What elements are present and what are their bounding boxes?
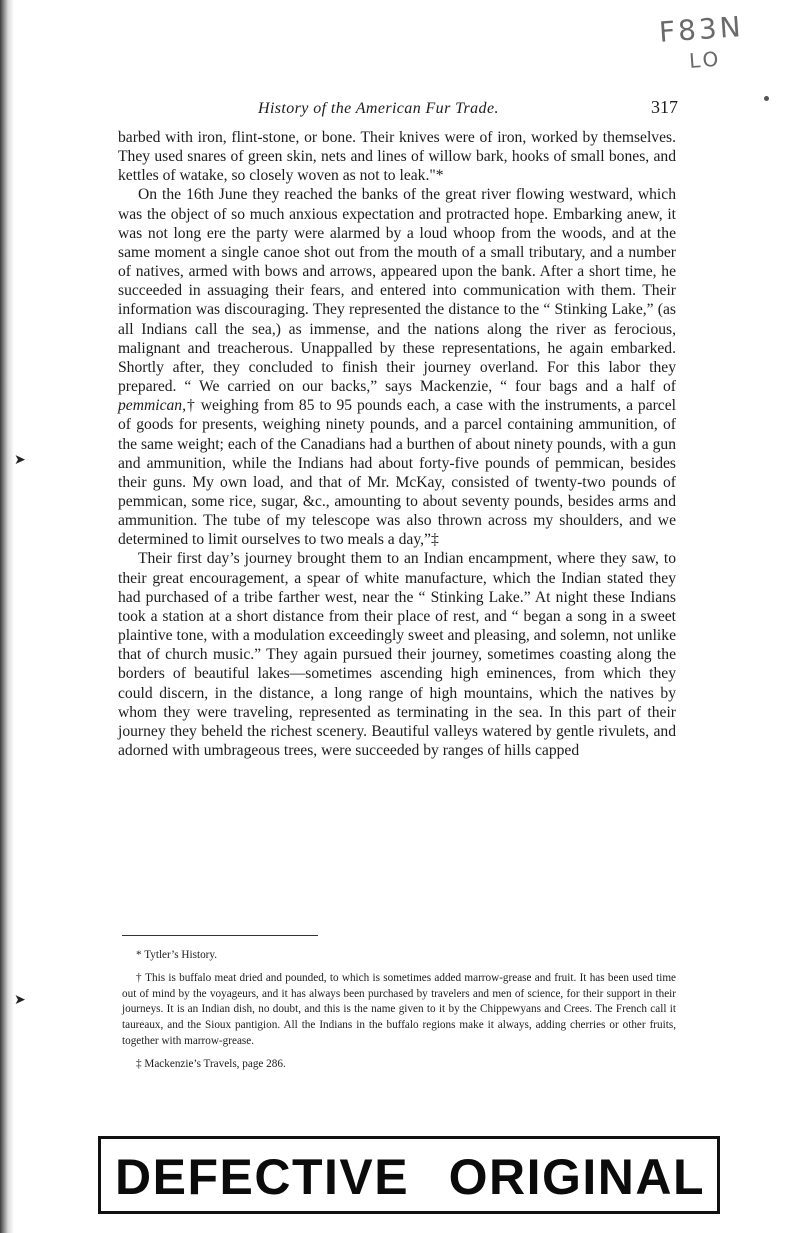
edge-arrow-icon: ➤ <box>14 452 26 468</box>
footnote: * Tytler’s History. <box>136 949 218 961</box>
running-header <box>120 97 680 122</box>
edge-arrow-icon: ➤ <box>14 992 26 1008</box>
running-title: History of the American Fur Trade. <box>258 100 499 117</box>
paragraph <box>118 185 676 549</box>
footnote: † This is buffalo meat dried and pounded, to which is sometimes added marrow-grease and fruit. It has been used time out of mind by the voyageurs, and it has always been purchased by travelers and men of science, for their support in their journeys. It is an Indian dish, no doubt, and this is the name given to it by the Chippewyans and Crees. The French call it taureaux, and the Sioux pantigion. All the Indians in the buffalo regions make it always, adding cherries or other fruits, together with marrow-grease. <box>122 971 676 1047</box>
catalog-mark-sub: LO <box>688 46 723 73</box>
paragraph-text: On the 16th June they reached the banks of the great river flowing westward, which was the object of so much anxious expectation and protracted hope. Embarking anew, it was not long ere the party were alarmed by a loud whoop from the woods, and at the same moment a single canoe shot out from the mouth of a small tributary, and a number of natives, armed with bows and arrows, appeared upon the bank. After a short time, he succeeded in assuaging their fears, and entered into communication with them. Their information was discouraging. They represented the distance to the “ Stinking Lake,” (as all Indians call the sea,) as immense, and the nations along the river as ferocious, malignant and treacherous. Unappalled by these representations, he again embarked. Shortly after, they concluded to finish their journey overland. For this labor they prepared. “ We carried on our backs,” says Mackenzie, “ four bags and a half of <box>118 186 676 396</box>
catalog-mark-main: F83N <box>657 10 745 49</box>
paragraph-text: † weighing from 85 to 95 pounds each, a case with the instruments, a parcel of goods for presents, weighing ninety pounds, and a parcel containing ammunition, of the same weight; each of the Canadians had a burthen of about ninety pounds, with a gun and ammunition, while the Indians had about forty-five pounds of pemmican, besides their guns. My own load, and that of Mr. McKay, consisted of twenty-two pounds of pemmican, some rice, sugar, &c., amounting to about seventy pounds, besides arms and ammunition. The tube of my telescope was also thrown across my shoulders, and we determined to limit ourselves to two meals a day,”‡ <box>118 397 676 549</box>
paragraph: Their first day’s journey brought them to an Indian encampment, where they saw, to their great encouragement, a spear of white manufacture, which the Indian stated they had purchased of a tribe farther west, near the “ Stinking Lake.” At night these Indians took a station at a short distance from their place of rest, and “ began a song in a sweet plaintive tone, with a modulation exceedingly sweet and pleasing, and solemn, not unlike that of church music.” They again pursued their journey, sometimes coasting along the borders of beautiful lakes—sometimes ascending high eminences, from which they could discern, in the distance, a long range of high mountains, which the natives by whom they were traveling, represented as terminating in the sea. In this part of their journey they beheld the richest scenery. Beautiful valleys watered by gentle rivulets, and adorned with umbrageous trees, were succeeded by ranges of hills capped <box>118 550 676 759</box>
footnote: ‡ Mackenzie’s Travels, page 286. <box>136 1057 286 1070</box>
footnotes <box>122 948 676 1073</box>
stamp-word: ORIGINAL <box>448 1149 705 1205</box>
page-number: 317 <box>651 97 678 117</box>
stamp-word: DEFECTIVE <box>115 1149 410 1205</box>
footnote-rule <box>122 935 318 936</box>
paragraph-continued: barbed with iron, flint-stone, or bone. Their knives were of iron, worked by themselves. They used snares of green skin, nets and lines of willow bark, hooks of small bones, and kettles of watake, so closely woven as not to leak."* <box>118 129 676 185</box>
main-text <box>118 128 676 760</box>
defective-original-stamp <box>98 1136 720 1214</box>
ink-dot <box>764 96 769 101</box>
binding-shadow <box>0 0 14 1233</box>
stamp-text <box>115 1151 705 1203</box>
handwritten-catalog-mark <box>658 10 772 78</box>
italic-term: pemmican, <box>118 397 186 415</box>
